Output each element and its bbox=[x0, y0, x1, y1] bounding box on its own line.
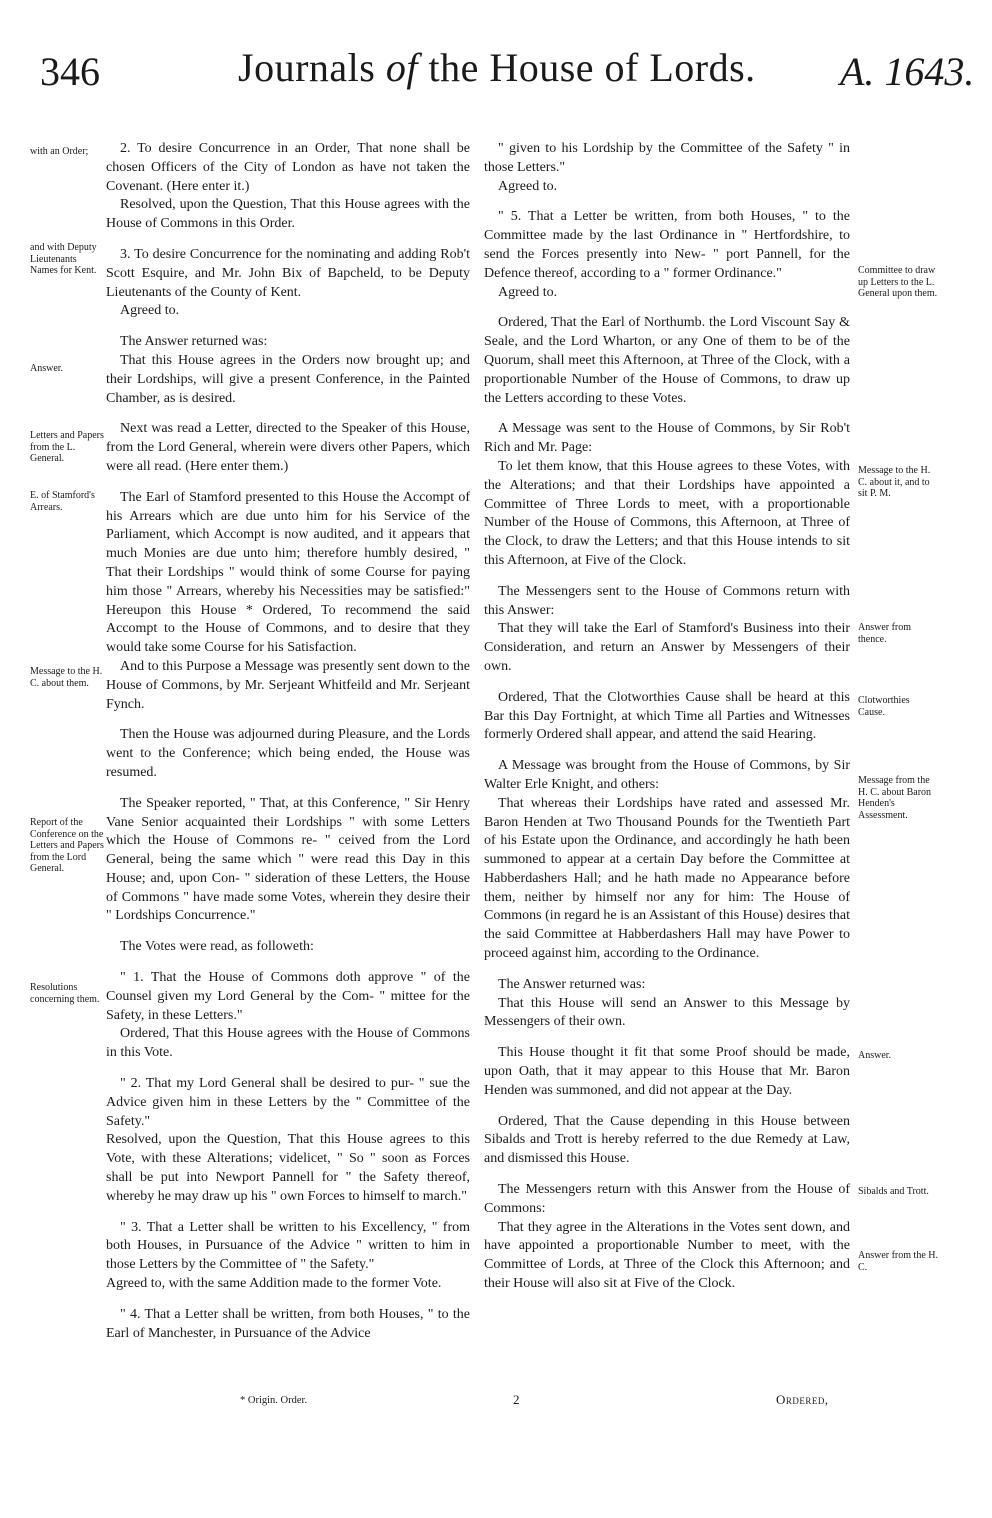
paragraph: Resolved, upon the Question, That this House agrees with the House of Commons in this Order. bbox=[106, 197, 470, 232]
paragraph: " given to his Lordship by the Committee of the Safety " in those Letters." bbox=[484, 141, 850, 175]
paragraph: The Earl of Stamford presented to this House the Accompt of his Arrears which are due unto him for his Service of the Parliament, which Accompt is now audited, and it appears that much Monies are due unto him; therefore humbly desired, " That their Lordships " would think of some Course for paying him those " Arrears, whereby his Necessities may be satisfied:" Hereupon this House * Ordered, To recommend the said Accompt to the House of Commons, and to desire that they would take some Course for his Satisfaction. bbox=[106, 489, 470, 656]
title-part-house: House of Lords. bbox=[489, 45, 756, 90]
paragraph: " 2. That my Lord General shall be desired to pur- " sue the Advice given him in these Letters by the " Committee of the Safety." bbox=[106, 1076, 470, 1129]
paragraph: Resolved, upon the Question, That this House agrees to this Vote, with these Alterations; videlicet, " So " soon as Forces shall be put into Newport Pannell for " the Safety thereof, whereby he may draw up his " own Forces to himself to march." bbox=[106, 1132, 470, 1204]
margin-note: Answer. bbox=[858, 1050, 892, 1061]
margin-note: Clotworthies Cause. bbox=[858, 695, 910, 718]
paragraph: That whereas their Lordships have rated and assessed Mr. Baron Henden at Two Thousand Pounds for the Twentieth Part of his Estate upon the Ordinance, and accordingly he hath been summoned to appear at a certain Day before the Committee at Habberdashers Hall; and he hath made no Appearance before them, neither by himself nor any for him: The House of Commons (in regard he is an Assistant of this House) desires that the said Committee at Habberdashers Hall may have Power to proceed against him, according to the Ordinance. bbox=[484, 795, 850, 962]
margin-note: Sibalds and Trott. bbox=[858, 1186, 929, 1197]
paragraph: This House thought it fit that some Proof should be made, upon Oath, that it may appear to this House that Mr. Baron Henden was summoned, and did not appear at the Day. bbox=[484, 1045, 850, 1098]
title-part-journals: Journals bbox=[238, 45, 386, 90]
running-title bbox=[238, 44, 756, 91]
paragraph: A Message was brought from the House of Commons, by Sir Walter Erle Knight, and others: bbox=[484, 758, 850, 792]
page-number: 346 bbox=[40, 49, 100, 94]
paragraph: " 5. That a Letter be written, from both Houses, " to the Committee made by the last Ordinance in " Hertfordshire, to send the Forces presently into New- " port Pannell, for the Defence thereof, according to a " former Ordinance." bbox=[484, 209, 850, 281]
page-header bbox=[0, 0, 992, 100]
margin-note: Resolutions concerning them. bbox=[30, 982, 100, 1005]
paragraph: That this House agrees in the Orders now brought up; and their Lordships, will give a present Conference, in the Painted Chamber, as is desired. bbox=[106, 352, 470, 406]
paragraph: " 1. That the House of Commons doth approve " of the Counsel given my Lord General by the Com- " mittee for the Safety, in these Letters." bbox=[106, 970, 470, 1023]
paragraph: That they agree in the Alterations in the Votes sent down, and have appointed a proportionable Number to meet, with the Committee of Lords, at Three of the Clock this Afternoon; and their House will also sit at Five of the Clock. bbox=[484, 1219, 850, 1292]
paragraph: Ordered, That the Cause depending in this House between Sibalds and Trott is hereby referred to the due Remedy at Law, and dismissed this House. bbox=[484, 1113, 850, 1167]
footnote: * Origin. Order. bbox=[240, 1395, 308, 1406]
paragraph: 3. To desire Concurrence for the nominating and adding Rob't Scott Esquire, and Mr. John Bix of Bapcheld, to be Deputy Lieutenants of the County of Kent. bbox=[106, 246, 470, 300]
paragraph: Agreed to. bbox=[120, 303, 180, 319]
margin-note: Answer from the H. C. bbox=[858, 1250, 938, 1273]
paragraph: The Answer returned was: bbox=[120, 334, 268, 350]
margin-note: Letters and Papers from the L. General. bbox=[30, 430, 104, 464]
margin-note: Message to the H. C. about them. bbox=[30, 666, 103, 689]
paragraph: The Votes were read, as followeth: bbox=[120, 939, 314, 955]
paragraph: The Messengers sent to the House of Commons return with this Answer: bbox=[484, 583, 850, 618]
year: A. 1643. bbox=[840, 49, 975, 94]
paragraph: Ordered, That this House agrees with the House of Commons in this Vote. bbox=[106, 1026, 470, 1061]
paragraph: Next was read a Letter, directed to the Speaker of this House, from the Lord General, wherein were divers other Papers, which were all read. (Here enter them.) bbox=[106, 421, 470, 474]
margin-note: Answer. bbox=[30, 363, 64, 374]
paragraph: To let them know, that this House agrees to these Votes, with the Alterations; and that their Lordships have appointed a Committee of Three Lords to meet, with a proportionable Number of the House of Commons, this Afternoon, at Three of the Clock, to draw the Letters; and that this House intends to sit this Afternoon, at Five of the Clock. bbox=[484, 458, 850, 568]
paragraph: And to this Purpose a Message was presently sent down to the House of Commons, by Mr. Serjeant Whitfeild and Mr. Serjeant Fynch. bbox=[106, 658, 470, 712]
paragraph: Ordered, That the Clotworthies Cause shall be heard at this Bar this Day Fortnight, at which Time all Parties and Witnesses formerly Ordered shall appear, and attend the said Hearing. bbox=[484, 689, 850, 743]
margin-note: E. of Stamford's Arrears. bbox=[30, 490, 95, 513]
paragraph: The Messengers return with this Answer from the House of Commons: bbox=[484, 1182, 850, 1216]
paragraph: The Speaker reported, " That, at this Conference, " Sir Henry Vane Senior acquainted their Lordships " with some Letters which the House of Commons re- " ceived from the Lord General, being the same which " were read this Day in this House; and, upon Con- " sideration of these Letters, the House of Commons " have made some Votes, wherein they desire their " Lordships Concurrence." bbox=[106, 795, 470, 924]
paragraph: Agreed to. bbox=[498, 284, 558, 300]
paragraph: That they will take the Earl of Stamford's Business into their Consideration, and return an Answer by Messengers of their own. bbox=[484, 621, 850, 674]
margin-note: Answer from thence. bbox=[858, 622, 912, 645]
left-column bbox=[106, 140, 470, 1343]
margin-note: Report of the Conference on the Letters and Papers from the Lord General. bbox=[30, 817, 104, 874]
paragraph: " 4. That a Letter shall be written, from both Houses, " to the Earl of Manchester, in Pursuance of the Advice bbox=[106, 1306, 470, 1341]
catchword: Ordered, bbox=[776, 1392, 829, 1407]
title-part-the: the bbox=[417, 45, 490, 90]
paragraph: Agreed to. bbox=[498, 178, 558, 194]
margin-note: Message to the H. C. about it, and to sit P. M. bbox=[858, 465, 931, 499]
signature-mark: 2 bbox=[513, 1392, 520, 1407]
paragraph: The Answer returned was: bbox=[498, 976, 646, 992]
right-column bbox=[484, 140, 850, 1294]
paragraph: A Message was sent to the House of Commons, by Sir Rob't Rich and Mr. Page: bbox=[484, 421, 850, 456]
margin-note: Message from the H. C. about Baron Henden's Assessment. bbox=[858, 775, 932, 821]
title-part-of: of bbox=[385, 45, 418, 90]
margin-note: and with Deputy Lieutenants Names for Kent. bbox=[30, 242, 97, 276]
paragraph: Ordered, That the Earl of Northumb. the Lord Viscount Say & Seale, and the Lord Wharton, or any One of them to be of the Quorum, shall meet this Afternoon, at Three of the Clock, with a proportionable Number of the House of Commons, to draw up the Letters according to these Votes. bbox=[484, 315, 850, 406]
paragraph: 2. To desire Concurrence in an Order, That none shall be chosen Officers of the City of London as have not taken the Covenant. (Here enter it.) bbox=[106, 141, 470, 194]
margin-note: with an Order; bbox=[30, 146, 89, 157]
paragraph: Agreed to, with the same Addition made to the former Vote. bbox=[106, 1276, 442, 1292]
paragraph: " 3. That a Letter shall be written to his Excellency, " from both Houses, in Pursuance of the Advice " written to him in those Letters by the Committee of " the Safety." bbox=[106, 1219, 470, 1273]
paragraph: That this House will send an Answer to this Message by Messengers of their own. bbox=[484, 995, 850, 1030]
margin-note: Committee to draw up Letters to the L. General upon them. bbox=[858, 265, 938, 299]
paragraph: Then the House was adjourned during Pleasure, and the Lords went to the Conference; which being ended, the House was resumed. bbox=[106, 727, 470, 780]
